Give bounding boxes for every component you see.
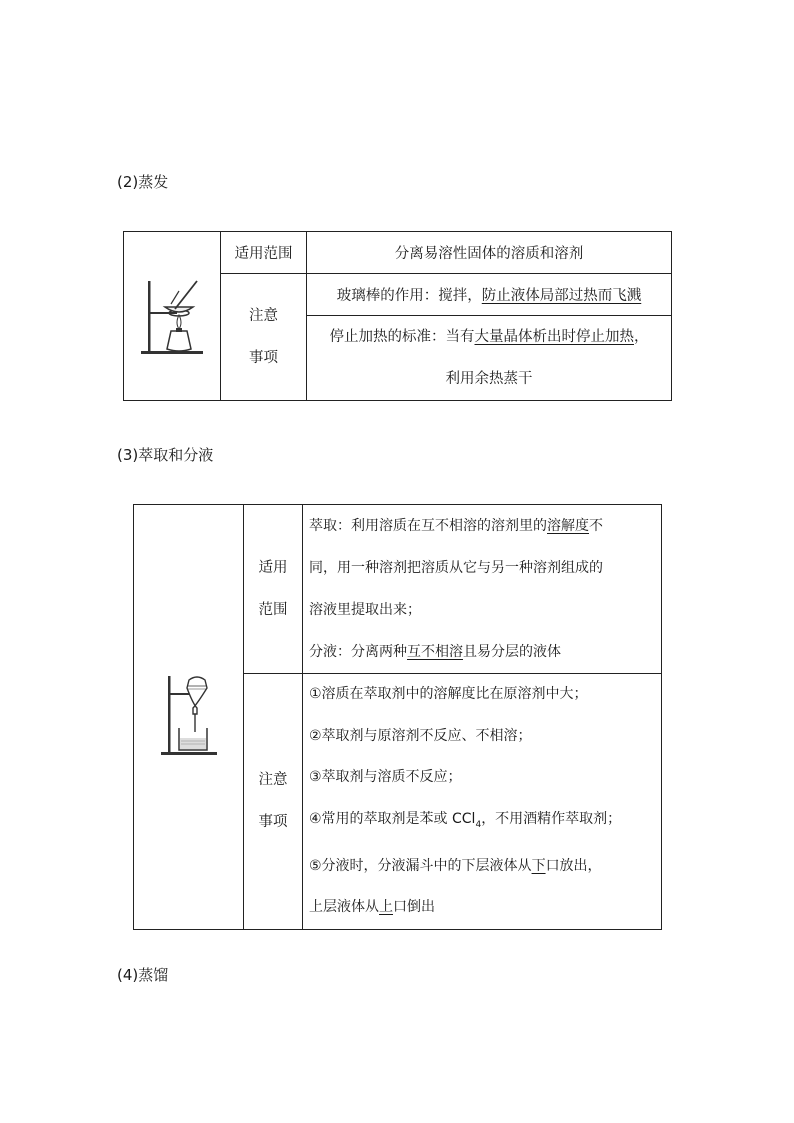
extraction-table	[133, 504, 662, 930]
evaporation-apparatus-cell	[124, 232, 221, 401]
evaporation-scope-text: 分离易溶性固体的溶质和溶剂	[307, 232, 672, 274]
extraction-apparatus-image	[159, 674, 219, 760]
evaporation-apparatus-image	[137, 271, 207, 361]
heading-evaporation: (2)蒸发	[117, 173, 169, 191]
evaporation-scope-label: 适用范围	[221, 232, 307, 274]
extraction-note-1: ①溶质在萃取剂中的溶解度比在原溶剂中大；	[309, 686, 588, 702]
extraction-notes-label: 注意 事项	[244, 674, 303, 930]
heading-extraction: (3)萃取和分液	[117, 446, 214, 464]
evaporation-notes-label: 注意 事项	[221, 274, 307, 401]
extraction-apparatus-cell	[134, 505, 244, 930]
extraction-notes-text	[303, 674, 662, 930]
extraction-note-4: ④常用的萃取剂是苯或 CCl$_4$，不用酒精作萃取剂；	[309, 810, 622, 830]
extraction-note-3: ③萃取剂与溶质不反应；	[309, 769, 462, 785]
extraction-note-5: ⑤分液时，分液漏斗中的下层液体从下口放出，	[309, 857, 602, 874]
extraction-note-2: ②萃取剂与原溶剂不反应、不相溶；	[309, 727, 532, 744]
evaporation-note-glass-rod: 玻璃棒的作用：搅拌，防止液体局部过热而飞溅	[307, 274, 672, 316]
evaporation-table	[123, 231, 672, 401]
heading-distillation: (4)蒸馏	[117, 966, 169, 984]
extraction-note-6: 上层液体从上口倒出	[309, 899, 435, 916]
extraction-scope-text: 萃取：利用溶质在互不相溶的溶剂里的溶解度不 同，用一种溶剂把溶质从它与另一种溶剂组成的 溶液里提取出来； 分液：分离两种互不相溶且易分层的液体	[303, 505, 662, 674]
extraction-scope-label: 适用 范围	[244, 505, 303, 674]
evaporation-note-stop-heating: 停止加热的标准：当有大量晶体析出时停止加热， 利用余热蒸干	[307, 316, 672, 401]
